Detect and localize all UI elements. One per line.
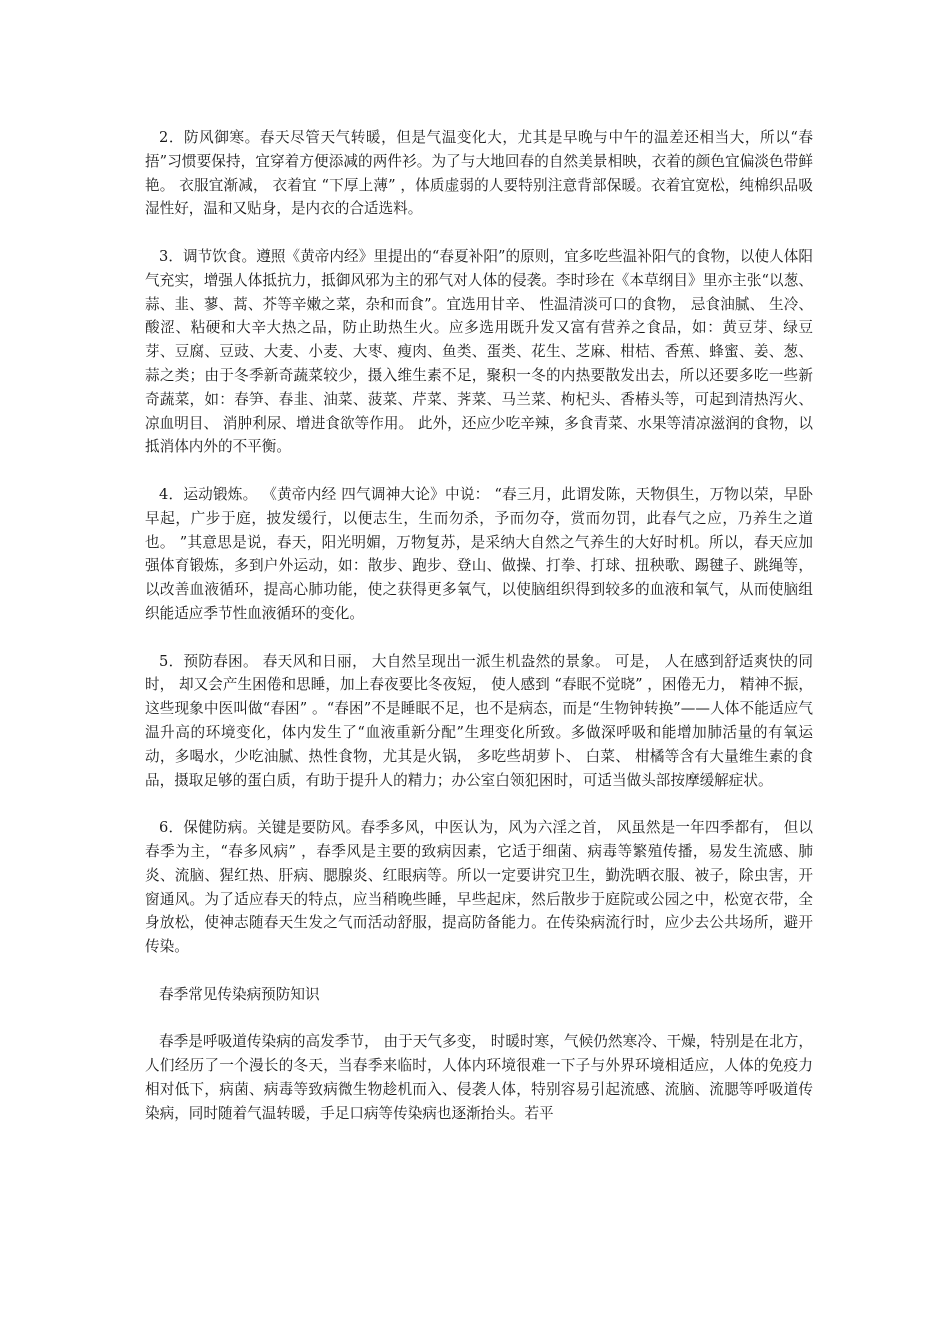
paragraph-exercise: 4．运动锻炼。 《黄帝内经 四气调神大论》中说： “春三月，此谓发陈，天物俱生，万物以荣，早卧早起，广步于庭，披发缓行，以便志生，生而勿杀，予而勿夺，赏而勿罚，此春气之应，乃养生之道也。 ”其意思是说，春天，阳光明媚，万物复苏，是采纳大自然之气养生的大好时机。所以，春天应加强体育锻炼，多到户外运动，如：散步、跑步、登山、做操、打拳、打球、扭秧歌、踢毽子、跳绳等，以改善血液循环，提高心肺功能，使之获得更多氧气，以使脑组织得到较多的血液和氧气，从而使脑组织能适应季节性血液循环的变化。 xyxy=(145,485,813,622)
document-body xyxy=(145,126,813,1149)
paragraph-disease-prevention: 6．保健防病。关键是要防风。春季多风，中医认为，风为六淫之首， 风虽然是一年四季都有， 但以春季为主，“春多风病” ，春季风是主要的致病因素，它适于细菌、病毒等繁殖传播，易发生流感、肺炎、流脑、猩红热、肝病、腮腺炎、红眼病等。所以一定要讲究卫生，勤洗晒衣服、被子，除虫害，开窗通风。为了适应春天的特点，应当稍晚些睡，早些起床，然后散步于庭院或公园之中，松宽衣带，全身放松，使神志随春天生发之气而活动舒服，提高防备能力。在传染病流行时，应少去公共场所，避开传染。 xyxy=(145,819,813,956)
section-heading: 春季常见传染病预防知识 xyxy=(159,985,320,1003)
paragraph-diet: 3．调节饮食。遵照《黄帝内经》里提出的“春夏补阳”的原则，宜多吃些温补阳气的食物，以使人体阳气充实，增强人体抵抗力，抵御风邪为主的邪气对人体的侵袭。李时珍在《本草纲目》里亦主张“以葱、蒜、韭、蓼、蒿、芥等辛嫩之菜，杂和而食”。宜选用甘辛、 性温清淡可口的食物， 忌食油腻、 生冷、 酸涩、粘硬和大辛大热之品，防止助热生火。应多选用既升发又富有营养之食品，如：黄豆芽、绿豆芽、豆腐、豆豉、大麦、小麦、大枣、瘦肉、鱼类、蛋类、花生、芝麻、柑桔、香蕉、蜂蜜、姜、葱、蒜之类；由于冬季新奇蔬菜较少，摄入维生素不足，聚积一冬的内热要散发出去，所以还要多吃一些新奇蔬菜，如：春笋、春韭、油菜、菠菜、芹菜、荠菜、马兰菜、枸杞头、香椿头等，可起到清热泻火、 凉血明目、 消肿利尿、增进食欲等作用。 此外，还应少吃辛辣，多食青菜、水果等清凉滋润的食物，以抵消体内外的不平衡。 xyxy=(145,247,813,456)
paragraph-spring-fatigue: 5．预防春困。 春天风和日丽， 大自然呈现出一派生机盎然的景象。 可是， 人在感到舒适爽快的同时， 却又会产生困倦和思睡，加上春夜要比冬夜短， 使人感到 “春眠不觉晓” ，困倦无力， 精神不振，这些现象中医叫做“春困” 。“春困”不是睡眠不足，也不是病态，而是“生物钟转换”——人体不能适应气温升高的环境变化，体内发生了“血液重新分配”生理变化所致。多做深呼吸和能增加肺活量的有氧运动，多喝水，少吃油腻、热性食物，尤其是火锅， 多吃些胡萝卜、 白菜、 柑橘等含有大量维生素的食品，摄取足够的蛋白质，有助于提升人的精力；办公室白领犯困时，可适当做头部按摩缓解症状。 xyxy=(145,652,813,789)
paragraph-wind-cold: 2．防风御寒。春天尽管天气转暖，但是气温变化大，尤其是早晚与中午的温差还相当大，所以“春捂”习惯要保持，宜穿着方便添减的两件衫。为了与大地回春的自然美景相映，衣着的颜色宜偏淡色带鲜艳。 衣服宜渐减， 衣着宜 “下厚上薄” ，体质虚弱的人要特别注意背部保暖。衣着宜宽松，纯棉织品吸湿性好，温和又贴身，是内衣的合适选料。 xyxy=(145,129,813,218)
paragraph-infectious-disease: 春季是呼吸道传染病的高发季节， 由于天气多变， 时暖时寒，气候仍然寒冷、干燥，特别是在北方，人们经历了一个漫长的冬天，当春季来临时，人体内环境很难一下子与外界环境相适应，人体的免疫力相对低下，病菌、病毒等致病微生物趁机而入、侵袭人体，特别容易引起流感、流脑、流腮等呼吸道传染病，同时随着气温转暖，手足口病等传染病也逐渐抬头。若平 xyxy=(145,1033,813,1122)
